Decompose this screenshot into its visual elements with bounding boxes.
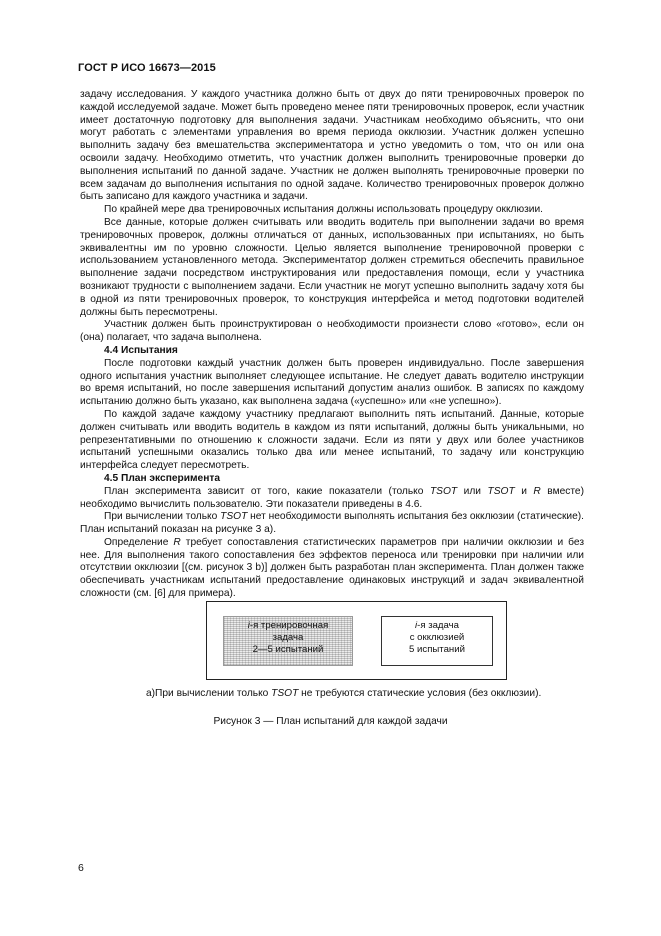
training-task-box — [223, 616, 353, 666]
paragraph-experiment-plan: План эксперимента зависит от того, какие показатели (только TSOT или TSOT и R вместе) необходимо вычислить пользователю. Эти показатели приведены в 4.6. — [80, 485, 584, 510]
paragraph-r-definition: Определение R требует сопоставления статистических параметров при наличии окклюзии и без нее. Для выполнения такого сопоставления без эффектов переноса или тренировки при наличии или отсутствии окклюзии [(см. рисунок 3 b)] должен быть разработан план эксперимента. План должен также обеспечивать участникам испытаний предоставление одинаковых инструкций и задач эквивалентной сложности (см. [6] для примера). — [80, 536, 585, 600]
section-heading-4-5: 4.5 План эксперимента — [104, 472, 221, 484]
paragraph-occlusion-trials: По крайней мере два тренировочных испытания должны использовать процедуру окклюзии. — [104, 204, 544, 216]
paragraph-ready-word: Участник должен быть проинструктирован о необходимости произнести слово «готово», если он (она) полагает, что задача выполнена. — [80, 319, 584, 344]
training-task-label: задача — [272, 632, 304, 643]
paragraph-five-trials: По каждой задаче каждому участнику предлагают выполнить пять испытаний. Данные, которые должен считывать или вводить водитель в каждом из пяти испытаний, должны быть уникальными, но репрезентативными по отношению к сложности задачи. Если из пяти у двух или более участников испытаний успешными оказались только два или менее испытаний, то задачу или конструкцию интерфейса следует пересмотреть. — [80, 408, 584, 472]
page-number: 6 — [78, 862, 84, 874]
paragraph-training-data: Все данные, которые должен считывать или вводить водитель при выполнении задачи во время тренировочных проверок, должны отличаться от данных, использованных при испытаниях, но быть эквивалентны им по уровню сложности. Целью является выполнение тренировочной проверки с использованием установленного метода. Экспериментатор должен стремиться обеспечить правильное выполнение задачи посредством инструктирования или предоставления помощи, если у участника возникают трудности с выполнением задачи. Если участник не могут успешно выполнить задачу хотя бы в одной из пяти тренировочных проверок, то конструкция интерфейса и метод подготовки водителей должны быть пересмотрены. — [80, 216, 584, 318]
training-task-title: i-я тренировочная — [247, 620, 329, 631]
training-task-count: 2—5 испытаний — [252, 644, 324, 655]
paragraph-tsot-only: При вычислении только TSOT нет необходимости выполнять испытания без окклюзии (статические). План испытаний показан на рисунке 3 а). — [80, 511, 584, 536]
main-text — [80, 89, 584, 601]
occlusion-task-box — [381, 616, 493, 666]
occlusion-task-label: с окклюзией — [409, 632, 465, 643]
figure-title: Рисунок 3 — План испытаний для каждой задачи — [213, 716, 448, 727]
occlusion-task-count: 5 испытаний — [409, 644, 465, 655]
occlusion-task-title: i-я задача — [415, 620, 459, 631]
paragraph-training-checks: задачу исследования. У каждого участника должно быть от двух до пяти тренировочных проверок по каждой исследуемой задаче. Может быть проведено менее пяти тренировочных проверок, если участник имеет достаточную подготовку для выполнения задачи. Участникам необходимо объяснить, что они могут работать с элементами управления во время периода окклюзии. Участник должен успешно выполнить задачу без вмешательства экспериментатора и устно уведомить о том, что он или она освоили задачу. Необходимо отметить, что участник должен выполнить тренировочные проверки до выполнения испытаний по данной задаче. Участник не должен выполнять тренировочные проверки по всем задачам до выполнения испытания по одной задаче. Количество тренировочных проверок должно быть записано для каждого участника и задачи. — [80, 89, 584, 203]
figure-subcaption-a: а)При вычислении только TSOT не требуются статические условия (без окклюзии). — [146, 688, 542, 699]
paragraph-individual-check: После подготовки каждый участник должен быть проверен индивидуально. После завершения одного испытания участник выполняет следующее испытание. Не следует давать водителю инструкции во время испытаний, но после завершения испытаний допустим анализ ошибок. В записях по каждому испытанию должно быть указано, как выполнена задача («успешно» или «не успешно»). — [80, 357, 584, 408]
figure-3a-diagram — [206, 601, 507, 680]
document-header: ГОСТ Р ИСО 16673—2015 — [78, 62, 216, 74]
section-heading-4-4: 4.4 Испытания — [104, 344, 178, 356]
